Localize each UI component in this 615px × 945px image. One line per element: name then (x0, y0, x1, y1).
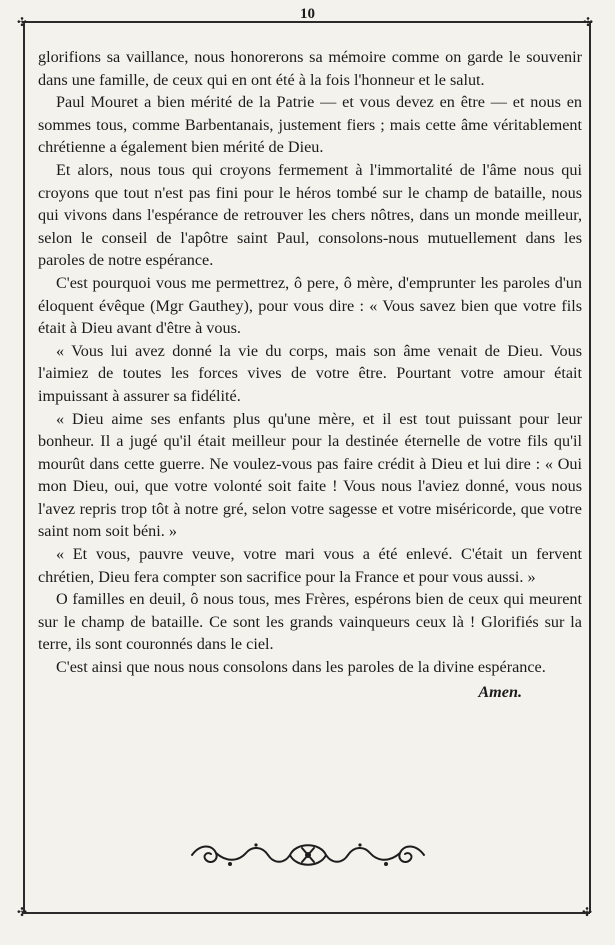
closing-signature: Amen. (478, 682, 522, 701)
corner-top-left-icon: ✣ (17, 15, 28, 29)
corner-bottom-right-icon: ✣ (582, 905, 593, 919)
body-text (38, 46, 582, 703)
paragraph: O familles en deuil, ô nous tous, mes Frères, espérons bien de ceux qui meurent sur le champ de bataille. Ce sont les grands vainqueurs ceux là ! Glorifiés sur la terre, ils sont couronnés dans le ciel. (38, 590, 582, 654)
corner-top-right-icon: ✣ (583, 15, 594, 29)
frame-left-rule (23, 22, 25, 913)
paragraph: C'est ainsi que nous nous consolons dans les paroles de la divine espérance. (56, 658, 546, 677)
paragraph: « Et vous, pauvre veuve, votre mari vous a été enlevé. C'était un fervent chrétien, Dieu fera compter son sacrifice pour la France et pour vous aussi. » (38, 545, 582, 586)
page-number: 10 (300, 6, 315, 22)
paragraph: C'est pourquoi vous me permettrez, ô pere, ô mère, d'emprunter les paroles d'un éloquent évêque (Mgr Gauthey), pour vous dire : « Vous savez bien que votre fils était à Dieu avant d'être à vous. (38, 273, 582, 338)
corner-bottom-left-icon: ✣ (17, 905, 28, 919)
scroll-ornament-icon (186, 836, 430, 874)
paragraph: « Dieu aime ses enfants plus qu'une mère, et il est tout puissant pour leur bonheur. Il a jugé qu'il était meilleur pour la destinée éternelle de votre fils qu'il mourût dans cette guerre. Ne voulez-vous pas faire crédit à Dieu et lui dire : « Oui mon Dieu, oui, que votre volonté soit faite ! Vous nous l'aviez donné, vous nous l'avez repris trop tôt à notre gré, selon votre sagesse et votre miséricorde, que votre saint nom soit béni. » (38, 409, 582, 541)
paragraph: Et alors, nous tous qui croyons fermement à l'immortalité de l'âme nous qui croyons que tout n'est pas fini pour le héros tombé sur le champ de bataille, nous qui vivons dans l'espérance de retrouver les chers nôtres, dans un monde meilleur, selon le conseil de l'apôtre saint Paul, consolons-nous mutuellement dans les paroles de notre espérance. (38, 160, 582, 270)
frame-right-rule (589, 22, 591, 913)
frame-bottom-rule (22, 912, 590, 914)
paragraph: glorifions sa vaillance, nous honorerons sa mémoire comme on garde le souvenir dans une famille, de ceux qui en ont été à la fois l'honneur et le salut. (38, 48, 582, 89)
paragraph: « Vous lui avez donné la vie du corps, mais son âme venait de Dieu. Vous l'aimiez de toutes les forces vives de votre être. Pourtant votre amour était impuissant à assurer sa fidélité. (38, 341, 582, 405)
paragraph: Paul Mouret a bien mérité de la Patrie — et vous devez en être — et nous en sommes tous, comme Barbentanais, justement fiers ; mais cette âme véritablement chrétienne a également bien mérité de Dieu. (38, 93, 582, 157)
